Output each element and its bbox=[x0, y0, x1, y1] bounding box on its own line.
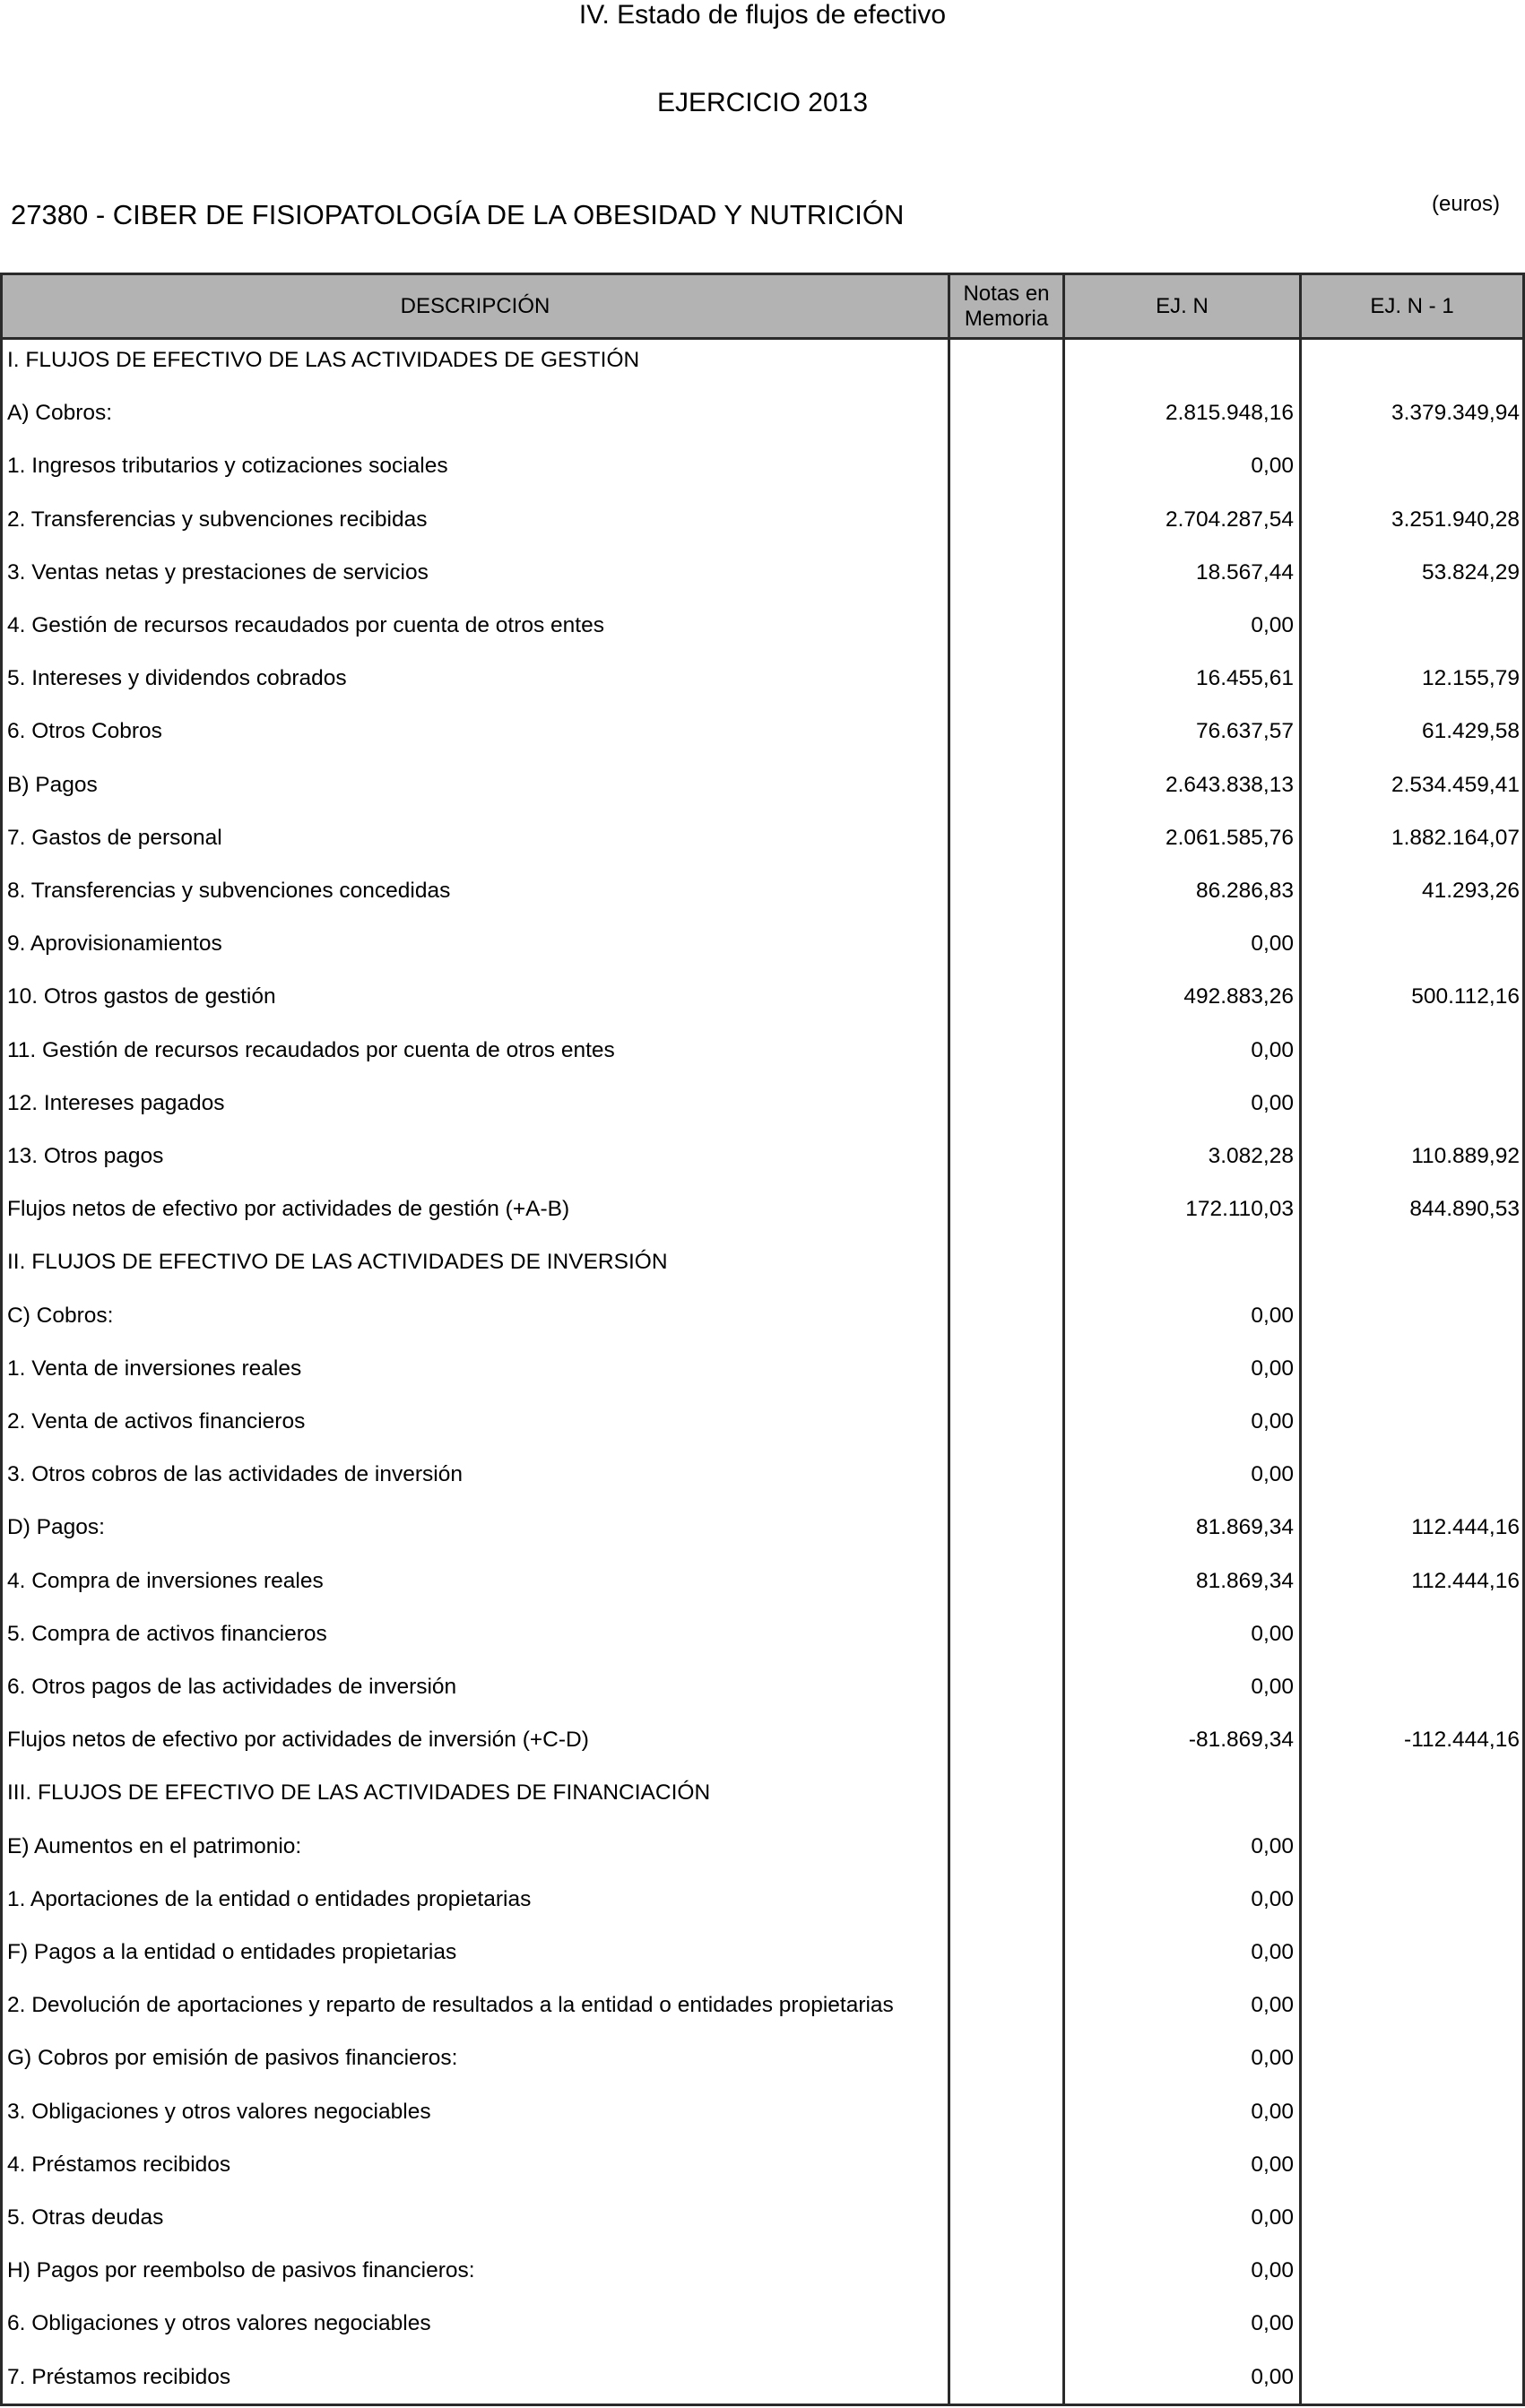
row-value-ej-n1: 61.429,58 bbox=[1422, 719, 1520, 744]
table-row bbox=[0, 386, 1525, 439]
row-label: 6. Obligaciones y otros valores negociables bbox=[7, 2311, 431, 2336]
row-value-ej-n: 81.869,34 bbox=[1196, 1515, 1294, 1540]
row-label: 6. Otros pagos de las actividades de inversión bbox=[7, 1675, 457, 1699]
row-label: F) Pagos a la entidad o entidades propietarias bbox=[7, 1940, 457, 1964]
row-label: 12. Intereses pagados bbox=[7, 1090, 225, 1115]
row-value-ej-n: 2.643.838,13 bbox=[1165, 772, 1294, 797]
table-row bbox=[0, 1130, 1525, 1182]
row-label: B) Pagos bbox=[7, 772, 98, 797]
row-label: G) Cobros por emisión de pasivos financieros: bbox=[7, 2046, 458, 2071]
row-value-ej-n: 0,00 bbox=[1251, 1409, 1294, 1434]
table-row bbox=[0, 2085, 1525, 2138]
table-top-border bbox=[0, 273, 1525, 275]
row-value-ej-n: 0,00 bbox=[1251, 931, 1294, 957]
row-label: I. FLUJOS DE EFECTIVO DE LAS ACTIVIDADES DE GESTIÓN bbox=[7, 348, 640, 372]
row-label: 6. Otros Cobros bbox=[7, 719, 162, 744]
row-label: III. FLUJOS DE EFECTIVO DE LAS ACTIVIDADES DE FINANCIACIÓN bbox=[7, 1780, 711, 1806]
column-header-notas: Notas en Memoria bbox=[963, 281, 1050, 331]
header-bottom-border bbox=[0, 337, 1525, 340]
row-value-ej-n: 0,00 bbox=[1251, 2152, 1294, 2177]
row-value-ej-n: 0,00 bbox=[1251, 1303, 1294, 1328]
row-value-ej-n: 0,00 bbox=[1251, 1462, 1294, 1487]
row-value-ej-n: 3.082,28 bbox=[1208, 1144, 1294, 1168]
row-value-ej-n: 0,00 bbox=[1251, 2258, 1294, 2283]
column-header-descripcion: DESCRIPCIÓN bbox=[400, 293, 550, 318]
row-value-ej-n: 0,00 bbox=[1251, 1833, 1294, 1858]
row-value-ej-n1: 2.534.459,41 bbox=[1391, 772, 1520, 797]
row-value-ej-n: 0,00 bbox=[1251, 1675, 1294, 1699]
row-value-ej-n1: -112.444,16 bbox=[1404, 1728, 1520, 1753]
row-label: 2. Transferencias y subvenciones recibidas bbox=[7, 507, 428, 532]
row-value-ej-n: -81.869,34 bbox=[1188, 1728, 1294, 1753]
document-title: IV. Estado de flujos de efectivo bbox=[578, 0, 947, 30]
row-value-ej-n: 492.883,26 bbox=[1183, 984, 1294, 1009]
row-value-ej-n: 0,00 bbox=[1251, 1621, 1294, 1646]
table-row bbox=[0, 1660, 1525, 1713]
table-row bbox=[0, 2351, 1525, 2404]
row-value-ej-n: 2.815.948,16 bbox=[1165, 401, 1294, 426]
row-label: H) Pagos por reembolso de pasivos financieros: bbox=[7, 2258, 475, 2283]
row-label: D) Pagos: bbox=[7, 1515, 105, 1540]
row-label: II. FLUJOS DE EFECTIVO DE LAS ACTIVIDADES DE INVERSIÓN bbox=[7, 1250, 668, 1275]
entity-name: 27380 - CIBER DE FISIOPATOLOGÍA DE LA OBESIDAD Y NUTRICIÓN bbox=[11, 199, 905, 230]
row-label: 1. Venta de inversiones reales bbox=[7, 1356, 302, 1381]
row-value-ej-n: 81.869,34 bbox=[1196, 1568, 1294, 1593]
table-row bbox=[0, 1182, 1525, 1235]
table-row bbox=[0, 1607, 1525, 1660]
row-value-ej-n: 0,00 bbox=[1251, 2099, 1294, 2124]
row-label: 5. Intereses y dividendos cobrados bbox=[7, 666, 347, 691]
table-row bbox=[0, 333, 1525, 386]
column-divider-notas bbox=[948, 273, 950, 2406]
row-value-ej-n: 0,00 bbox=[1251, 613, 1294, 637]
row-value-ej-n: 0,00 bbox=[1251, 2046, 1294, 2071]
table-bottom-border bbox=[0, 2404, 1525, 2406]
row-value-ej-n1: 3.251.940,28 bbox=[1391, 507, 1520, 532]
table-row bbox=[0, 1395, 1525, 1448]
row-value-ej-n1: 112.444,16 bbox=[1411, 1515, 1520, 1540]
column-header-ej-n1: EJ. N - 1 bbox=[1370, 293, 1454, 318]
row-value-ej-n: 18.567,44 bbox=[1196, 559, 1294, 585]
row-label: 1. Ingresos tributarios y cotizaciones sociales bbox=[7, 454, 448, 479]
row-label: Flujos netos de efectivo por actividades de inversión (+C-D) bbox=[7, 1728, 589, 1753]
table-row bbox=[0, 2031, 1525, 2084]
table-row bbox=[0, 1926, 1525, 1979]
table-row bbox=[0, 864, 1525, 917]
row-value-ej-n1: 500.112,16 bbox=[1411, 984, 1520, 1009]
row-label: 3. Otros cobros de las actividades de inversión bbox=[7, 1462, 463, 1487]
row-value-ej-n1: 112.444,16 bbox=[1411, 1568, 1520, 1593]
cash-flow-table bbox=[0, 273, 1525, 2406]
table-row bbox=[0, 493, 1525, 546]
row-value-ej-n: 0,00 bbox=[1251, 2364, 1294, 2389]
row-value-ej-n: 0,00 bbox=[1251, 454, 1294, 479]
table-row bbox=[0, 970, 1525, 1023]
table-row bbox=[0, 439, 1525, 492]
row-value-ej-n1: 844.890,53 bbox=[1409, 1197, 1520, 1222]
column-header-ej-n: EJ. N bbox=[1156, 293, 1209, 318]
row-value-ej-n1: 110.889,92 bbox=[1411, 1144, 1520, 1168]
row-value-ej-n: 0,00 bbox=[1251, 1940, 1294, 1964]
row-value-ej-n: 2.704.287,54 bbox=[1165, 507, 1294, 532]
row-label: 4. Gestión de recursos recaudados por cuenta de otros entes bbox=[7, 613, 604, 637]
row-value-ej-n1: 3.379.349,94 bbox=[1391, 401, 1520, 426]
row-value-ej-n: 0,00 bbox=[1251, 1993, 1294, 2018]
row-value-ej-n: 0,00 bbox=[1251, 1090, 1294, 1115]
row-value-ej-n: 86.286,83 bbox=[1196, 879, 1294, 903]
table-row bbox=[0, 1289, 1525, 1342]
table-row bbox=[0, 1555, 1525, 1607]
column-divider-ej-n1 bbox=[1299, 273, 1302, 2406]
table-row bbox=[0, 2191, 1525, 2244]
fiscal-year: EJERCICIO 2013 bbox=[656, 88, 869, 117]
row-label: 9. Aprovisionamientos bbox=[7, 931, 222, 957]
row-label: 3. Ventas netas y prestaciones de servicios bbox=[7, 559, 429, 585]
table-row bbox=[0, 652, 1525, 705]
table-row bbox=[0, 1024, 1525, 1077]
row-label: 4. Compra de inversiones reales bbox=[7, 1568, 324, 1593]
table-row bbox=[0, 1873, 1525, 1926]
row-label: A) Cobros: bbox=[7, 401, 113, 426]
row-value-ej-n1: 1.882.164,07 bbox=[1391, 825, 1520, 850]
row-value-ej-n: 0,00 bbox=[1251, 1037, 1294, 1062]
row-label: 4. Préstamos recibidos bbox=[7, 2152, 231, 2177]
table-row bbox=[0, 546, 1525, 599]
row-value-ej-n: 2.061.585,76 bbox=[1165, 825, 1294, 850]
row-label: 10. Otros gastos de gestión bbox=[7, 984, 276, 1009]
row-label: 5. Compra de activos financieros bbox=[7, 1621, 327, 1646]
table-row bbox=[0, 811, 1525, 864]
table-row bbox=[0, 1820, 1525, 1873]
row-label: C) Cobros: bbox=[7, 1303, 114, 1328]
table-row bbox=[0, 758, 1525, 811]
table-row bbox=[0, 1766, 1525, 1819]
row-value-ej-n: 76.637,57 bbox=[1196, 719, 1294, 744]
row-label: 2. Venta de activos financieros bbox=[7, 1409, 306, 1434]
table-row bbox=[0, 2297, 1525, 2350]
column-divider-ej-n bbox=[1062, 273, 1065, 2406]
row-value-ej-n: 0,00 bbox=[1251, 2311, 1294, 2336]
row-label: 13. Otros pagos bbox=[7, 1144, 164, 1168]
row-label: Flujos netos de efectivo por actividades de gestión (+A-B) bbox=[7, 1197, 570, 1222]
table-row bbox=[0, 2138, 1525, 2191]
row-value-ej-n: 0,00 bbox=[1251, 1886, 1294, 1911]
currency-units: (euros) bbox=[1432, 192, 1501, 216]
row-label: 11. Gestión de recursos recaudados por cuenta de otros entes bbox=[7, 1037, 615, 1062]
row-label: 2. Devolución de aportaciones y reparto de resultados a la entidad o entidades propietarias bbox=[7, 1993, 894, 2018]
row-value-ej-n: 172.110,03 bbox=[1185, 1197, 1294, 1222]
row-value-ej-n: 0,00 bbox=[1251, 2205, 1294, 2230]
table-row bbox=[0, 705, 1525, 758]
table-row bbox=[0, 1235, 1525, 1288]
table-row bbox=[0, 1448, 1525, 1501]
table-row bbox=[0, 1979, 1525, 2031]
table-row bbox=[0, 1713, 1525, 1766]
row-value-ej-n1: 41.293,26 bbox=[1422, 879, 1520, 903]
row-label: 7. Gastos de personal bbox=[7, 825, 222, 850]
row-label: 1. Aportaciones de la entidad o entidades propietarias bbox=[7, 1886, 532, 1911]
row-value-ej-n: 16.455,61 bbox=[1196, 666, 1294, 691]
row-label: 3. Obligaciones y otros valores negociables bbox=[7, 2099, 431, 2124]
table-row bbox=[0, 2244, 1525, 2297]
row-value-ej-n: 0,00 bbox=[1251, 1356, 1294, 1381]
row-value-ej-n1: 12.155,79 bbox=[1422, 666, 1520, 691]
table-left-border bbox=[0, 273, 3, 2406]
table-row bbox=[0, 1501, 1525, 1554]
table-row bbox=[0, 1077, 1525, 1130]
row-label: 8. Transferencias y subvenciones concedidas bbox=[7, 879, 451, 903]
table-row bbox=[0, 599, 1525, 652]
table-row bbox=[0, 917, 1525, 970]
row-label: 5. Otras deudas bbox=[7, 2205, 164, 2230]
table-row bbox=[0, 1342, 1525, 1395]
row-value-ej-n1: 53.824,29 bbox=[1422, 559, 1520, 585]
row-label: 7. Préstamos recibidos bbox=[7, 2364, 231, 2389]
row-label: E) Aumentos en el patrimonio: bbox=[7, 1833, 302, 1858]
